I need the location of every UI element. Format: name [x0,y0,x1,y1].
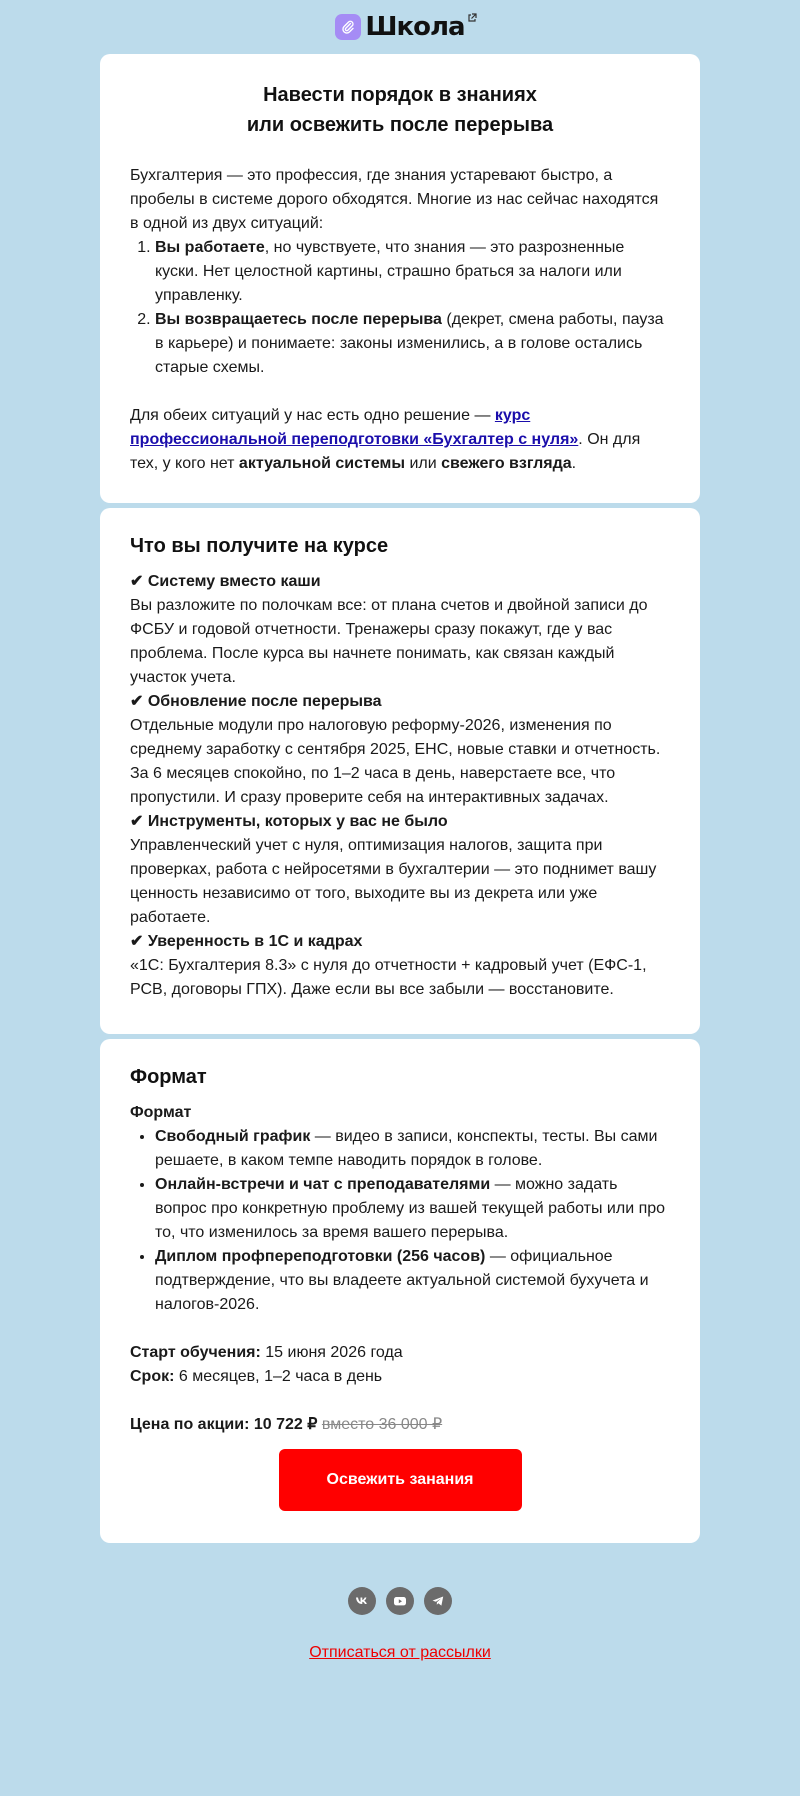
youtube-icon[interactable] [386,1587,414,1615]
course-link[interactable]: курс профессиональной переподготовки «Бухгалтер с нуля» [130,407,579,448]
benefit-heading: ✔ Систему вместо каши [130,573,321,590]
list-item: • Свободный график — видео в записи, конспекты, тесты. Вы сами решаете, в каком темпе наводить порядок в голове. [155,1125,670,1173]
solution-paragraph: Для обеих ситуаций у нас есть одно решение — курс профессиональной переподготовки «Бухгалтер с нуля». Он для тех, у кого нет актуальной системы или свежего взгляда. [130,407,641,472]
benefits-title: Что вы получите на курсе [130,535,389,557]
benefit-heading: ✔ Уверенность в 1С и кадрах [130,933,363,950]
vk-icon[interactable] [348,1587,376,1615]
benefit-text: Вы разложите по полочкам все: от плана счетов и двойной записи до ФСБУ и годовой отчетности. Тренажеры сразу покажут, где у вас проблема. После курса вы начнете понимать, как связан каждый участок учета. [130,597,648,686]
benefit-text: Отдельные модули про налоговую реформу-2026, изменения по среднему заработку с сентября 2025, ЕНС, новые ставки и отчетность. За 6 месяцев спокойно, по 1–2 часа в день, наверстаете все, что пропустили. И сразу проверите себя на интерактивных задачах. [130,717,661,806]
refresh-knowledge-button[interactable]: Освежить занания [279,1449,522,1511]
list-item: • Онлайн-встречи и чат с преподавателями — можно задать вопрос про конкретную проблему из вашей текущей работы или про то, что изменилось за время вашего перерыва. [155,1173,670,1245]
benefit-item [130,690,670,810]
intro-title-line1: Навести порядок в знаниях [263,84,537,106]
list-item: 2. Вы возвращаетесь после перерыва (декрет, смена работы, пауза в карьере) и понимаете: законы изменились, а в голове остались старые схемы. [155,308,670,380]
list-item: 1. Вы работаете, но чувствуете, что знания — это разрозненные куски. Нет целостной картины, страшно браться за налоги или управленку. [155,236,670,308]
intro-title-line2: или освежить после перерыва [246,114,554,136]
logo-text: Школа [365,12,465,42]
format-card [100,1039,700,1543]
price [130,1413,670,1437]
price-old: вместо 36 000 ₽ [321,1416,443,1433]
external-link-icon [467,10,477,28]
benefit-heading: ✔ Инструменты, которых у вас не было [130,813,448,830]
benefit-text: Управленческий учет с нуля, оптимизация налогов, защита при проверках, работа с нейросетями в бухгалтерии — это поднимет вашу ценность независимо от того, выходите вы из декрета или уже работаете. [130,837,657,926]
benefit-item [130,930,670,1002]
start-date: Старт обучения: 15 июня 2026 года [130,1344,403,1361]
intro-paragraph: Бухгалтерия — это профессия, где знания устаревают быстро, а пробелы в системе дорого обходятся. Многие из нас сейчас находятся в одной из двух ситуаций: [130,167,659,232]
benefit-item [130,810,670,930]
email-header [0,0,800,54]
telegram-icon[interactable] [424,1587,452,1615]
duration: Срок: 6 месяцев, 1–2 часа в день [130,1368,383,1385]
social-links [0,1587,800,1615]
list-item: • Диплом профпереподготовки (256 часов) — официальное подтверждение, что вы владеете актуальной системой бухучета и налогов-2026. [155,1245,670,1317]
benefit-heading: ✔ Обновление после перерыва [130,693,382,710]
benefits-card [100,508,700,1034]
logo[interactable] [335,12,464,42]
situations-list [130,236,670,380]
intro-card [100,54,700,503]
format-title: Формат [130,1066,207,1088]
benefit-text: «1С: Бухгалтерия 8.3» с нуля до отчетности + кадровый учет (ЕФС-1, РСВ, договоры ГПХ). Даже если вы все забыли — восстановите. [130,957,647,998]
paperclip-icon [335,14,361,40]
intro-title [130,80,670,140]
format-list [130,1125,670,1317]
price-current: Цена по акции: 10 722 ₽ [130,1416,318,1433]
format-subtitle: Формат [130,1104,192,1121]
unsubscribe-link[interactable]: Отписаться от рассылки [309,1644,491,1661]
benefit-item [130,570,670,690]
